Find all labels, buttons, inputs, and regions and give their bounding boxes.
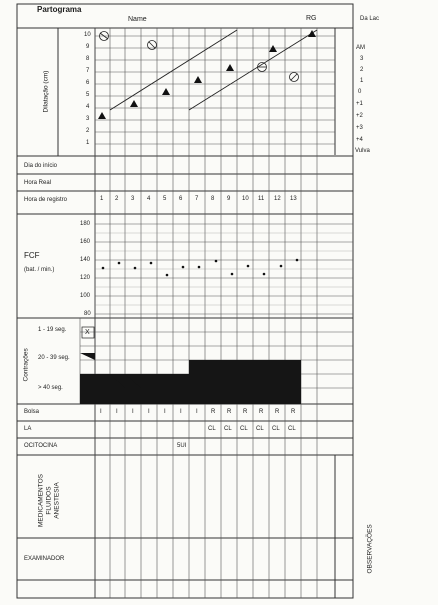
hour-label: 9 — [227, 196, 231, 202]
ocitocina-dose: 5UI — [177, 443, 187, 449]
ocitocina-label: OCITOCINA — [24, 443, 58, 449]
hour-label: 12 — [274, 196, 281, 202]
hora-real-label: Hora Real — [24, 180, 52, 186]
bolsa-value: I — [180, 409, 182, 415]
bolsa-value: I — [164, 409, 166, 415]
hour-label: 6 — [179, 196, 183, 202]
hour-label: 10 — [242, 196, 249, 202]
hour-label: 1 — [100, 196, 104, 202]
contraction-label-long: > 40 seg. — [38, 385, 63, 391]
contracoes-label: Contrações — [22, 348, 30, 382]
la-value: CL — [208, 426, 216, 432]
fcf-point — [102, 267, 105, 270]
hour-label: 5 — [163, 196, 167, 202]
name-label: Name — [128, 16, 147, 23]
fcf-tick: 80 — [84, 311, 91, 317]
bolsa-value: I — [196, 409, 198, 415]
fcf-tick: 180 — [80, 221, 91, 227]
station-label: AM — [356, 45, 365, 51]
bolsa-value: R — [243, 409, 248, 415]
bolsa-value: R — [259, 409, 264, 415]
contraction-label-medium: 20 - 39 seg. — [38, 355, 70, 361]
dilatation-tick: 2 — [86, 128, 90, 134]
contraction-fill-row3 — [80, 388, 301, 404]
dilatation-tick: 5 — [86, 92, 90, 98]
dilatation-tick: 6 — [86, 80, 90, 86]
hour-label: 8 — [211, 196, 215, 202]
station-label: 0 — [358, 89, 362, 95]
bolsa-value: I — [148, 409, 150, 415]
date-label: Da Lac — [360, 16, 380, 22]
la-value: CL — [272, 426, 280, 432]
dilatation-marker — [98, 112, 106, 119]
hora-registro-label: Hora de registro — [24, 197, 68, 203]
dilatation-tick: 1 — [86, 140, 90, 146]
bolsa-value: R — [275, 409, 280, 415]
dilatation-tick: 10 — [84, 32, 91, 38]
la-value: CL — [256, 426, 264, 432]
examinador-label: EXAMINADOR — [24, 556, 65, 562]
fcf-label: FCF — [24, 251, 40, 260]
bolsa-value: I — [132, 409, 134, 415]
fcf-tick: 100 — [80, 293, 91, 299]
dia-inicio-label: Dia do início — [24, 163, 58, 169]
bolsa-label: Bolsa — [24, 409, 40, 415]
dilatation-tick: 4 — [86, 104, 90, 110]
bolsa-value: R — [291, 409, 296, 415]
station-label: +1 — [356, 101, 363, 107]
observacoes-label: OBSERVAÇÕES — [366, 524, 374, 574]
fcf-tick: 160 — [80, 239, 91, 245]
station-label: 3 — [360, 56, 364, 62]
contraction-label-short: 1 - 19 seg. — [38, 327, 67, 333]
station-label: +3 — [356, 125, 363, 131]
la-value: CL — [224, 426, 232, 432]
form-title: Partograma — [37, 5, 82, 14]
contraction-x-marker: X — [85, 329, 90, 336]
hour-label: 4 — [147, 196, 151, 202]
la-value: CL — [288, 426, 296, 432]
dilatation-axis-label: Dilatação (cm) — [42, 70, 50, 113]
station-label: +4 — [356, 137, 363, 143]
station-label: Vulva — [355, 148, 370, 154]
contraction-fill-block — [189, 360, 301, 388]
rg-label: RG — [306, 15, 317, 22]
fcf-tick: 120 — [80, 275, 91, 281]
bolsa-value: I — [100, 409, 102, 415]
hour-label: 7 — [195, 196, 199, 202]
fcf-tick: 140 — [80, 257, 91, 263]
hour-label: 11 — [258, 196, 265, 202]
hour-label: 13 — [290, 196, 297, 202]
la-value: CL — [240, 426, 248, 432]
bolsa-value: R — [211, 409, 216, 415]
station-label: 2 — [360, 67, 364, 73]
hour-label: 3 — [131, 196, 135, 202]
station-label: 1 — [360, 78, 364, 84]
bolsa-value: R — [227, 409, 232, 415]
dilatation-tick: 3 — [86, 116, 90, 122]
hour-label: 2 — [115, 196, 119, 202]
dilatation-tick: 9 — [86, 44, 90, 50]
fcf-unit: (bat. / min.) — [24, 267, 55, 273]
dilatation-tick: 8 — [86, 56, 90, 62]
la-label: LA — [24, 426, 32, 432]
dilatation-tick: 7 — [86, 68, 90, 74]
bolsa-value: I — [116, 409, 118, 415]
station-label: +2 — [356, 113, 363, 119]
